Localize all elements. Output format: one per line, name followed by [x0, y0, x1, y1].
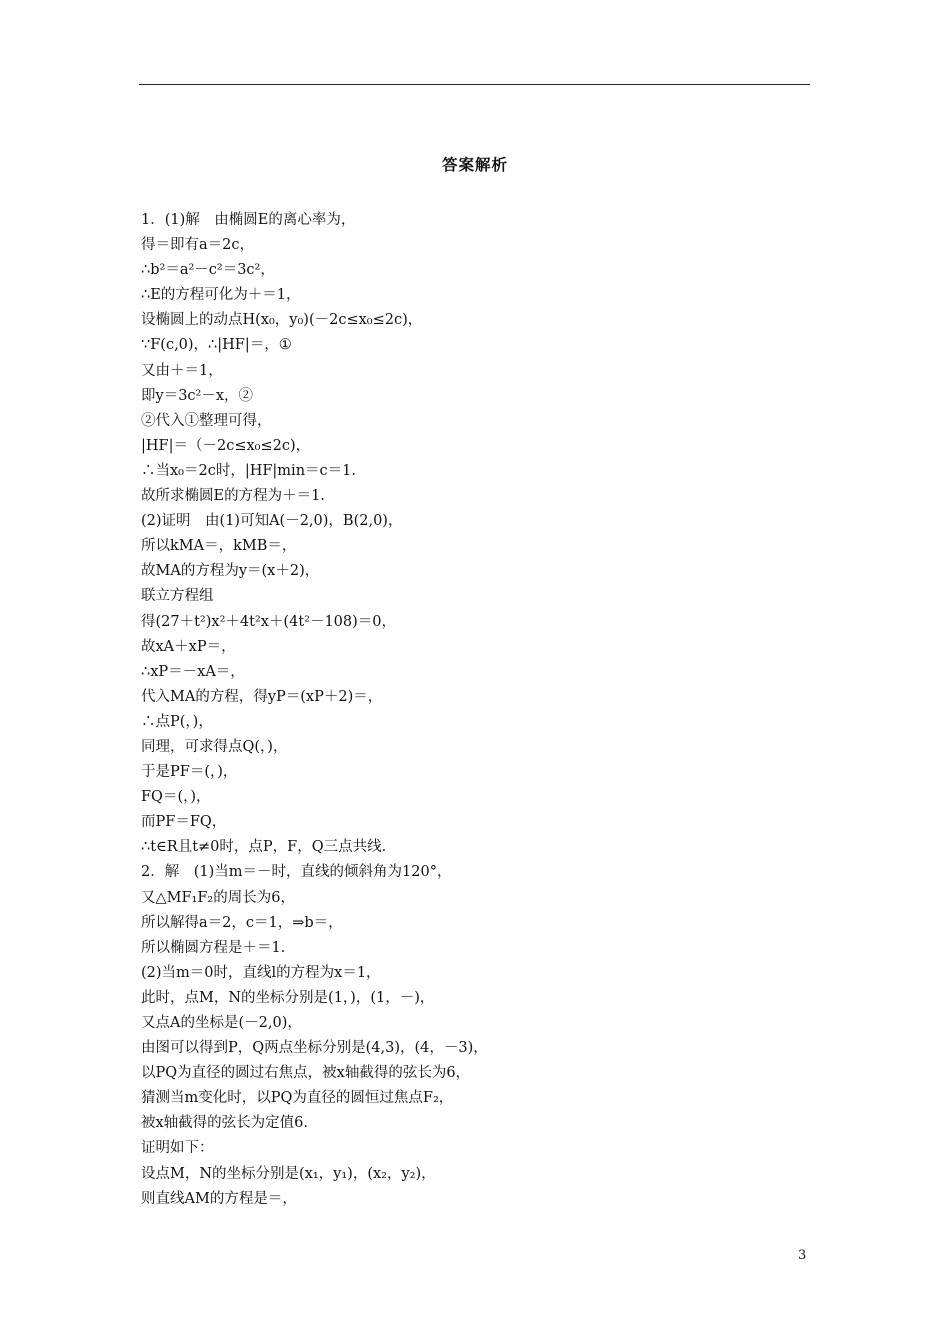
text-line: 此时，点M，N的坐标分别是(1，)，(1，－)， — [141, 989, 435, 1006]
section-heading: 答案解析 — [441, 155, 508, 174]
text-line: (2)证明 由(1)可知A(－2,0)，B(2,0)， — [141, 513, 403, 530]
text-line: 1．(1)解 由椭圆E的离心率为， — [141, 212, 356, 228]
text-line: 故所求椭圆E的方程为＋＝1. — [141, 488, 325, 505]
text-line: ②代入①整理可得， — [141, 412, 272, 429]
text-line: 被x轴截得的弦长为定值6. — [141, 1115, 309, 1132]
text-line: ∴xP＝－xA＝， — [141, 663, 245, 680]
text-line: 设椭圆上的动点H(x₀，y₀)(－2c≤x₀≤2c)， — [141, 312, 423, 329]
text-line: (2)当m＝0时，直线l的方程为x＝1， — [141, 964, 381, 981]
text-line: 故MA的方程为y＝(x＋2)， — [141, 563, 320, 580]
text-line: 所以kMA＝，kMB＝， — [141, 538, 297, 555]
text-line: 即y＝3c²－x，② — [141, 387, 254, 404]
text-line: ∴当x₀＝2c时，|HF|min＝c＝1. — [141, 462, 356, 479]
header-rule — [139, 84, 810, 85]
text-line: 设点M，N的坐标分别是(x₁，y₁)，(x₂，y₂)， — [141, 1165, 436, 1182]
text-line: ∴t∈R且t≠0时，点P，F，Q三点共线. — [141, 839, 387, 856]
text-line: 所以解得a＝2，c＝1，⇒b＝， — [141, 914, 343, 931]
text-line: 由图可以得到P，Q两点坐标分别是(4,3)，(4，－3)， — [141, 1040, 488, 1057]
text-line: 而PF＝FQ， — [141, 814, 227, 831]
text-line: 又△MF₁F₂的周长为6， — [141, 889, 295, 906]
text-line: FQ＝(，)， — [141, 789, 211, 806]
text-line: 所以椭圆方程是＋＝1. — [141, 939, 286, 956]
text-line: 猜测当m变化时，以PQ为直径的圆恒过焦点F₂， — [141, 1090, 454, 1107]
text-line: 得(27＋t²)x²＋4t²x＋(4t²－108)＝0， — [141, 613, 397, 630]
text-line: 代入MA的方程，得yP＝(xP＋2)＝， — [141, 688, 383, 705]
text-line: 以PQ为直径的圆过右焦点，被x轴截得的弦长为6， — [141, 1065, 471, 1082]
text-line: 同理，可求得点Q(，)， — [141, 738, 288, 755]
text-line: 则直线AM的方程是＝， — [141, 1190, 297, 1207]
text-line: 故xA＋xP＝， — [141, 638, 236, 655]
answer-body — [141, 208, 811, 1212]
page-number: 3 — [798, 1248, 807, 1263]
text-line: ∴点P(，)， — [141, 713, 213, 730]
text-line: ∴b²＝a²－c²＝3c²， — [141, 262, 275, 279]
text-line: ∵F(c,0)，∴|HF|＝，① — [141, 337, 292, 354]
text-line: 2．解 (1)当m＝－时，直线的倾斜角为120°， — [141, 864, 452, 881]
text-line: ∴E的方程可化为＋＝1， — [141, 287, 301, 304]
text-line: 得＝即有a＝2c， — [141, 237, 254, 254]
text-line: 又由＋＝1， — [141, 362, 223, 379]
text-line: 证明如下： — [141, 1140, 214, 1157]
text-line: |HF|＝（－2c≤x₀≤2c)， — [141, 437, 311, 454]
text-line: 联立方程组 — [141, 588, 214, 605]
text-line: 又点A的坐标是(－2,0)， — [141, 1015, 302, 1031]
text-line: 于是PF＝(，)， — [141, 764, 238, 781]
